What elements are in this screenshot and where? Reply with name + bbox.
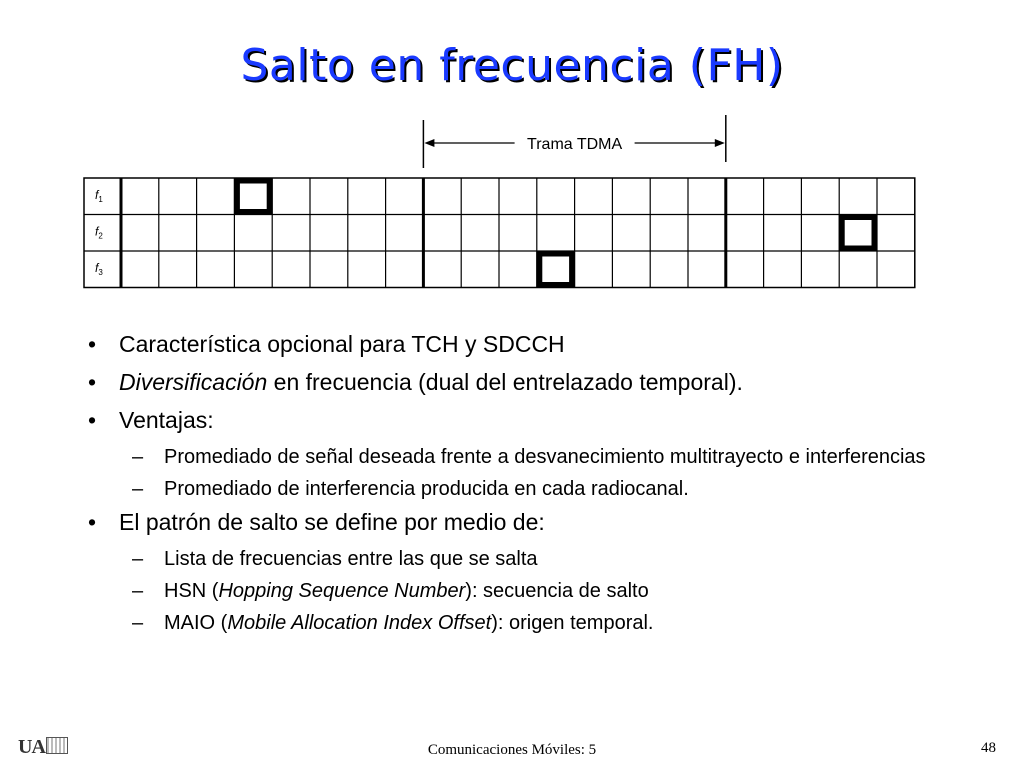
bullet-list — [84, 330, 984, 642]
frequency-label: $f_1$ — [95, 188, 103, 204]
bullet-marker: • — [88, 369, 97, 395]
bullet-text: Diversificación — [119, 369, 268, 395]
arrow-right-icon — [715, 139, 725, 147]
bullet-text: ): origen temporal. — [491, 612, 654, 634]
slot-grid — [84, 178, 915, 288]
tdma-frequency-hopping-diagram — [0, 0, 1024, 300]
bullet-item — [84, 508, 984, 536]
bullet-text: en frecuencia (dual del entrelazado temporal). — [267, 369, 743, 395]
bullet-text: HSN ( — [164, 580, 219, 602]
frequency-label: $f_3$ — [95, 261, 103, 277]
bullet-marker: • — [88, 407, 97, 433]
bullet-marker: – — [132, 612, 144, 634]
sub-bullet-item — [84, 578, 984, 604]
hop-marker — [842, 217, 875, 249]
frequency-labels — [95, 188, 103, 277]
sub-bullet-item — [84, 610, 984, 636]
sub-bullet-item — [84, 476, 984, 502]
hop-marker — [539, 254, 572, 286]
bullet-text: Ventajas: — [119, 407, 214, 433]
bullet-marker: • — [88, 331, 97, 357]
bullet-marker: – — [132, 478, 144, 500]
bullet-item — [84, 368, 984, 396]
footer-course: Comunicaciones Móviles: 5 — [427, 742, 597, 758]
bullet-text: Característica opcional para TCH y SDCCH — [119, 331, 565, 357]
bullet-item — [84, 330, 984, 358]
bullet-text: Promediado de interferencia producida en cada radiocanal. — [164, 478, 689, 500]
page-number: 48 — [981, 740, 996, 756]
arrow-left-icon — [424, 139, 434, 147]
bullet-marker: • — [88, 509, 97, 535]
bullet-marker: – — [132, 548, 144, 570]
hop-marker — [237, 181, 270, 213]
bullet-text: MAIO ( — [164, 612, 228, 634]
ua-logo: UA — [18, 736, 68, 759]
bullet-text: Mobile Allocation Index Offset — [227, 612, 492, 634]
bullet-text: Hopping Sequence Number — [218, 580, 466, 602]
bullet-marker: – — [132, 580, 144, 602]
slide-title: Salto en frecuencia (FH) — [240, 40, 784, 91]
bullet-text: El patrón de salto se define por medio de: — [119, 509, 545, 535]
bullet-text: Lista de frecuencias entre las que se salta — [164, 548, 538, 570]
sub-bullet-item — [84, 444, 984, 470]
bullet-marker: – — [132, 446, 144, 468]
bullet-text: ): secuencia de salto — [465, 580, 649, 602]
frame-label: Trama TDMA — [527, 136, 623, 153]
hop-markers — [237, 181, 875, 286]
sub-bullet-item — [84, 546, 984, 572]
frequency-label: $f_2$ — [95, 224, 103, 241]
bullet-text: Promediado de señal deseada frente a desvanecimiento multitrayecto e interferencias — [164, 446, 926, 468]
bullet-item — [84, 406, 984, 434]
frame-dimension — [423, 115, 725, 168]
